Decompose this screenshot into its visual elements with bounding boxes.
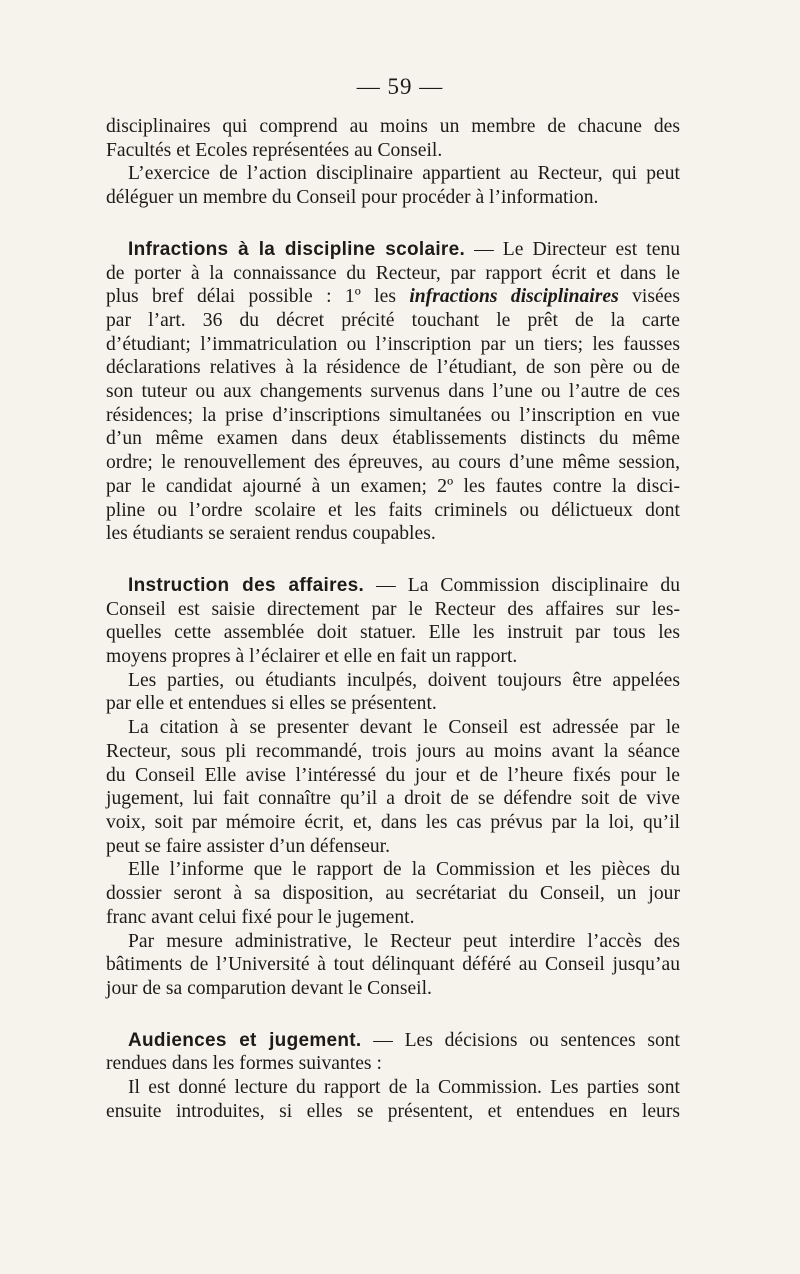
text-line: de porter à la connaissance du Recteur, par rapport écrit et dans le (106, 262, 680, 284)
paragraph-disciplinary-action (106, 162, 680, 209)
text-line: quelles cette assemblée doit statuer. Elle les instruit par tous les (106, 622, 680, 644)
paragraph-commission-membership (106, 115, 680, 162)
text-line: L’exercice de l’action disciplinaire appartient au Recteur, qui peut (128, 163, 680, 185)
text-line (106, 285, 680, 309)
italic-term: infractions disciplinaires (409, 286, 619, 308)
section-infractions (106, 238, 680, 546)
text-line: déclarations relatives à la résidence de l’étudiant, de son père ou de (106, 357, 680, 379)
section-instruction (106, 574, 680, 669)
text-line: par elle et entendues si elles se présentent. (106, 693, 437, 715)
text-fragment: plus bref délai possible : 1º les (106, 286, 410, 308)
section-audiences (106, 1029, 680, 1076)
text-line: dossier seront à sa disposition, au secrétariat du Conseil, un jour (106, 883, 680, 905)
paragraph-citation (106, 716, 680, 858)
text-line: déléguer un membre du Conseil pour procéder à l’information. (106, 187, 599, 209)
text-fragment: — La Commission disciplinaire du (364, 574, 680, 596)
text-line: son tuteur ou aux changements survenus dans l’une ou l’autre de ces (106, 381, 680, 403)
page-number: — 59 — (356, 74, 444, 99)
text-line: Par mesure administrative, le Recteur peut interdire l’accès des (128, 930, 680, 952)
text-line: du Conseil Elle avise l’intéressé du jour et de l’heure fixés pour le (106, 764, 680, 786)
text-line: bâtiments de l’Université à tout délinquant déféré au Conseil jusqu’au (106, 954, 680, 976)
text-line: disciplinaires qui comprend au moins un membre de chacune des (106, 116, 680, 137)
text-line: peut se faire assister d’un défenseur. (106, 835, 391, 857)
text-line: par l’art. 36 du décret précité touchant le prêt de la carte (106, 309, 680, 331)
text-line: pline ou l’ordre scolaire et les faits criminels ou délictueux dont (106, 499, 680, 521)
paragraph-hearing (106, 1076, 680, 1123)
section-heading-audiences: Audiences et jugement. (128, 1029, 362, 1051)
text-line: Les parties, ou étudiants inculpés, doivent toujours être appelées (128, 669, 680, 691)
text-fragment: — Le Directeur est tenu (465, 238, 680, 260)
text-line: jour de sa comparution devant le Conseil. (106, 977, 432, 999)
paragraph-administrative-measure (106, 930, 680, 1001)
text-line: Elle l’informe que le rapport de la Commission et les pièces du (128, 859, 680, 881)
text-line: Il est donné lecture du rapport de la Commission. Les parties sont (128, 1077, 680, 1099)
text-line: jugement, lui fait connaître qu’il a droit de se défendre soit de vive (106, 788, 680, 810)
page-body (106, 115, 680, 1123)
text-line: Recteur, sous pli recommandé, trois jours au moins avant la séance (106, 740, 680, 762)
text-line: Facultés et Ecoles représentées au Conseil. (106, 139, 443, 161)
text-line: les étudiants se seraient rendus coupables. (106, 523, 436, 545)
paragraph-parties (106, 669, 680, 716)
text-line: par le candidat ajourné à un examen; 2º les fautes contre la disci- (106, 475, 680, 497)
paragraph-report-access (106, 858, 680, 929)
text-line (106, 1029, 680, 1053)
text-line: Conseil est saisie directement par le Recteur des affaires sur les- (106, 598, 680, 620)
text-line: d’un même examen dans deux établissements distincts du même (106, 428, 680, 450)
text-line: voix, soit par mémoire écrit, et, dans les cas prévus par la loi, qu’il (106, 811, 680, 833)
text-line: d’étudiant; l’immatriculation ou l’inscription par un tiers; les fausses (106, 333, 680, 355)
text-line: franc avant celui fixé pour le jugement. (106, 906, 415, 928)
text-line: ensuite introduites, si elles se présentent, et entendues en leurs (106, 1100, 680, 1122)
text-fragment: — Les décisions ou sentences sont (361, 1029, 681, 1051)
text-fragment: visées (618, 286, 680, 308)
section-heading-infractions: Infractions à la discipline scolaire. (128, 238, 466, 260)
text-line (106, 574, 680, 598)
text-line (106, 238, 680, 262)
text-line: moyens propres à l’éclairer et elle en fait un rapport. (106, 646, 518, 668)
text-line: rendues dans les formes suivantes : (106, 1053, 382, 1075)
text-line: La citation à se presenter devant le Conseil est adressée par le (128, 717, 680, 739)
text-line: résidences; la prise d’inscriptions simultanées ou l’inscription en vue (106, 404, 680, 426)
section-heading-instruction: Instruction des affaires. (128, 574, 365, 596)
text-line: ordre; le renouvellement des épreuves, au cours d’une même session, (106, 452, 680, 474)
